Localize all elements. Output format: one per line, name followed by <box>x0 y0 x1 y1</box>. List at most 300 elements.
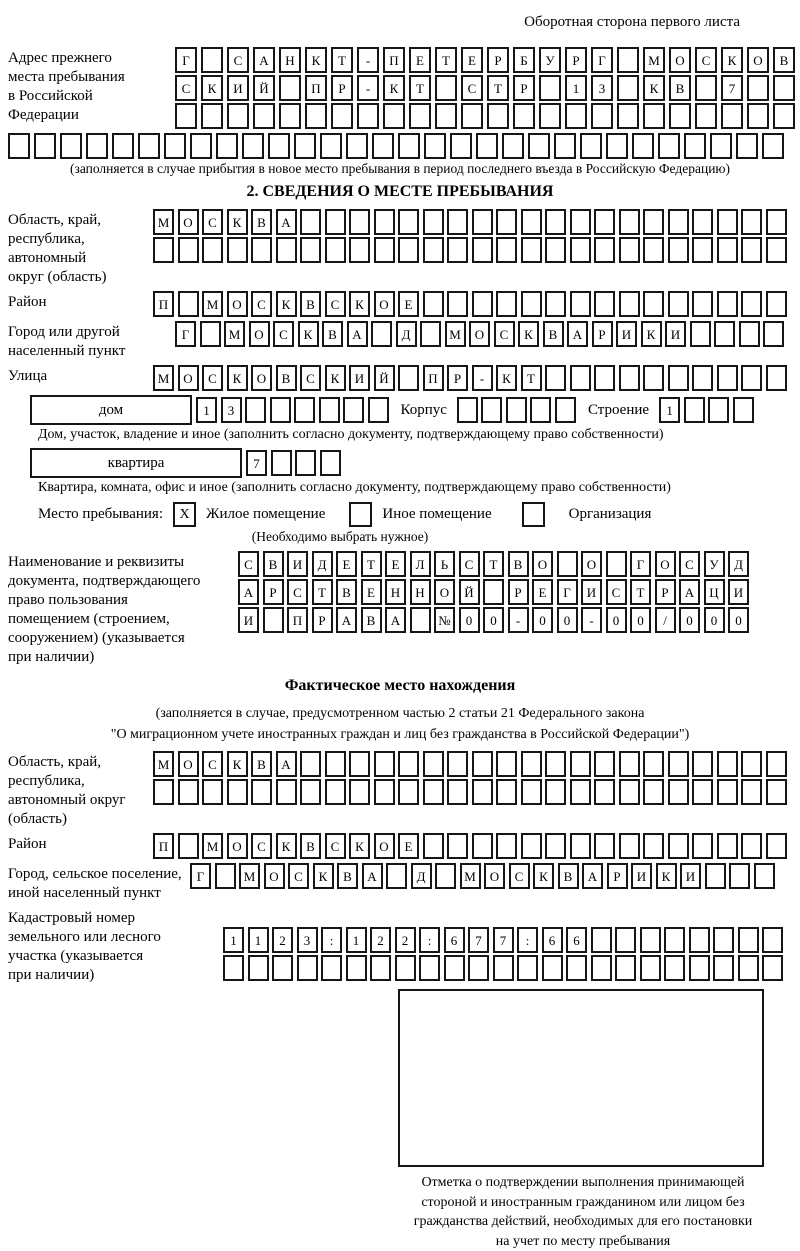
char-cell[interactable]: П <box>305 75 327 101</box>
char-cell[interactable] <box>272 955 293 981</box>
char-cell[interactable]: Й <box>374 365 395 391</box>
char-cell[interactable]: К <box>276 291 297 317</box>
char-cell[interactable] <box>717 833 738 859</box>
char-cell[interactable]: О <box>581 551 602 577</box>
char-cell[interactable]: Е <box>336 551 357 577</box>
char-cell[interactable]: Т <box>483 551 504 577</box>
char-cell[interactable] <box>668 751 689 777</box>
char-cell[interactable] <box>717 779 738 805</box>
char-cell[interactable] <box>692 779 713 805</box>
char-cell[interactable]: К <box>518 321 539 347</box>
char-cell[interactable] <box>594 291 615 317</box>
char-cell[interactable] <box>668 291 689 317</box>
char-cell[interactable]: К <box>349 833 370 859</box>
char-cell[interactable] <box>591 927 612 953</box>
char-cell[interactable]: А <box>336 607 357 633</box>
char-cell[interactable]: К <box>305 47 327 73</box>
char-cell[interactable] <box>766 779 787 805</box>
char-cell[interactable]: С <box>679 551 700 577</box>
char-cell[interactable] <box>190 133 212 159</box>
char-cell[interactable] <box>617 47 639 73</box>
char-cell[interactable]: Р <box>565 47 587 73</box>
char-cell[interactable] <box>640 955 661 981</box>
char-cell[interactable] <box>766 833 787 859</box>
char-cell[interactable] <box>741 751 762 777</box>
char-cell[interactable]: 1 <box>248 927 269 953</box>
char-cell[interactable] <box>717 291 738 317</box>
char-cell[interactable] <box>539 75 561 101</box>
char-cell[interactable]: А <box>347 321 368 347</box>
char-cell[interactable] <box>773 75 795 101</box>
char-cell[interactable]: У <box>704 551 725 577</box>
char-cell[interactable] <box>270 397 291 423</box>
char-cell[interactable]: - <box>581 607 602 633</box>
char-cell[interactable] <box>747 75 769 101</box>
char-cell[interactable] <box>138 133 160 159</box>
char-cell[interactable] <box>409 103 431 129</box>
char-cell[interactable] <box>570 237 591 263</box>
char-cell[interactable] <box>279 103 301 129</box>
char-cell[interactable]: В <box>508 551 529 577</box>
char-cell[interactable] <box>420 321 441 347</box>
char-cell[interactable] <box>570 833 591 859</box>
char-cell[interactable]: С <box>251 291 272 317</box>
char-cell[interactable] <box>741 237 762 263</box>
char-cell[interactable] <box>279 75 301 101</box>
char-cell[interactable] <box>200 321 221 347</box>
char-cell[interactable] <box>713 927 734 953</box>
char-cell[interactable] <box>435 103 457 129</box>
char-cell[interactable] <box>606 133 628 159</box>
char-cell[interactable]: П <box>383 47 405 73</box>
char-cell[interactable]: И <box>238 607 259 633</box>
char-cell[interactable]: 6 <box>566 927 587 953</box>
char-cell[interactable] <box>521 779 542 805</box>
char-cell[interactable] <box>741 779 762 805</box>
char-cell[interactable]: Н <box>410 579 431 605</box>
char-cell[interactable]: А <box>679 579 700 605</box>
char-cell[interactable] <box>276 237 297 263</box>
char-cell[interactable]: В <box>300 291 321 317</box>
char-cell[interactable]: А <box>238 579 259 605</box>
char-cell[interactable] <box>640 927 661 953</box>
char-cell[interactable]: В <box>263 551 284 577</box>
char-cell[interactable] <box>521 833 542 859</box>
char-cell[interactable]: А <box>385 607 406 633</box>
char-cell[interactable] <box>201 47 223 73</box>
char-cell[interactable] <box>747 103 769 129</box>
char-cell[interactable]: 3 <box>591 75 613 101</box>
char-cell[interactable]: К <box>496 365 517 391</box>
char-cell[interactable]: А <box>276 751 297 777</box>
char-cell[interactable]: 0 <box>557 607 578 633</box>
char-cell[interactable] <box>398 779 419 805</box>
char-cell[interactable] <box>419 955 440 981</box>
char-cell[interactable] <box>8 133 30 159</box>
char-cell[interactable] <box>60 133 82 159</box>
char-cell[interactable] <box>496 209 517 235</box>
char-cell[interactable] <box>705 863 726 889</box>
char-cell[interactable] <box>643 779 664 805</box>
char-cell[interactable] <box>223 955 244 981</box>
char-cell[interactable] <box>594 779 615 805</box>
char-cell[interactable]: 7 <box>246 450 267 476</box>
char-cell[interactable] <box>643 365 664 391</box>
checkbox-residential[interactable]: X <box>173 502 196 527</box>
checkbox-organization[interactable] <box>522 502 545 527</box>
char-cell[interactable] <box>215 863 236 889</box>
char-cell[interactable] <box>153 237 174 263</box>
char-cell[interactable]: М <box>643 47 665 73</box>
char-cell[interactable] <box>570 751 591 777</box>
char-cell[interactable] <box>766 291 787 317</box>
char-cell[interactable]: - <box>472 365 493 391</box>
char-cell[interactable] <box>619 365 640 391</box>
char-cell[interactable] <box>643 103 665 129</box>
char-cell[interactable] <box>276 779 297 805</box>
char-cell[interactable] <box>692 291 713 317</box>
char-cell[interactable] <box>398 751 419 777</box>
char-cell[interactable] <box>729 863 750 889</box>
char-cell[interactable]: 1 <box>196 397 217 423</box>
char-cell[interactable] <box>300 237 321 263</box>
char-cell[interactable]: О <box>178 365 199 391</box>
char-cell[interactable]: Р <box>331 75 353 101</box>
char-cell[interactable] <box>178 779 199 805</box>
char-cell[interactable] <box>371 321 392 347</box>
char-cell[interactable] <box>178 237 199 263</box>
char-cell[interactable]: К <box>325 365 346 391</box>
char-cell[interactable] <box>447 833 468 859</box>
char-cell[interactable] <box>530 397 551 423</box>
char-cell[interactable]: Р <box>263 579 284 605</box>
house-type-box[interactable]: дом <box>30 395 192 425</box>
char-cell[interactable] <box>476 133 498 159</box>
char-cell[interactable] <box>461 103 483 129</box>
char-cell[interactable] <box>738 927 759 953</box>
char-cell[interactable]: М <box>224 321 245 347</box>
char-cell[interactable]: С <box>238 551 259 577</box>
char-cell[interactable]: 1 <box>659 397 680 423</box>
char-cell[interactable] <box>331 103 353 129</box>
char-cell[interactable] <box>398 237 419 263</box>
char-cell[interactable] <box>738 955 759 981</box>
char-cell[interactable] <box>545 237 566 263</box>
apartment-type-box[interactable]: квартира <box>30 448 242 478</box>
char-cell[interactable]: Р <box>487 47 509 73</box>
char-cell[interactable]: Е <box>385 551 406 577</box>
char-cell[interactable] <box>619 779 640 805</box>
char-cell[interactable]: К <box>641 321 662 347</box>
char-cell[interactable] <box>668 237 689 263</box>
char-cell[interactable] <box>689 927 710 953</box>
char-cell[interactable]: 1 <box>223 927 244 953</box>
char-cell[interactable]: Г <box>557 579 578 605</box>
char-cell[interactable]: : <box>321 927 342 953</box>
char-cell[interactable]: И <box>287 551 308 577</box>
char-cell[interactable] <box>374 779 395 805</box>
char-cell[interactable] <box>619 237 640 263</box>
char-cell[interactable]: К <box>298 321 319 347</box>
char-cell[interactable] <box>325 237 346 263</box>
char-cell[interactable] <box>739 321 760 347</box>
char-cell[interactable]: С <box>227 47 249 73</box>
char-cell[interactable] <box>300 779 321 805</box>
char-cell[interactable] <box>570 291 591 317</box>
char-cell[interactable]: А <box>582 863 603 889</box>
char-cell[interactable] <box>692 209 713 235</box>
checkbox-other-premises[interactable] <box>349 502 372 527</box>
char-cell[interactable] <box>447 779 468 805</box>
char-cell[interactable]: / <box>655 607 676 633</box>
char-cell[interactable] <box>444 955 465 981</box>
char-cell[interactable]: К <box>201 75 223 101</box>
char-cell[interactable] <box>383 103 405 129</box>
char-cell[interactable] <box>398 133 420 159</box>
char-cell[interactable]: А <box>567 321 588 347</box>
char-cell[interactable]: 1 <box>346 927 367 953</box>
char-cell[interactable] <box>615 927 636 953</box>
char-cell[interactable] <box>216 133 238 159</box>
char-cell[interactable]: Д <box>728 551 749 577</box>
char-cell[interactable]: 2 <box>370 927 391 953</box>
char-cell[interactable] <box>710 133 732 159</box>
char-cell[interactable]: О <box>669 47 691 73</box>
char-cell[interactable] <box>496 237 517 263</box>
char-cell[interactable] <box>178 291 199 317</box>
char-cell[interactable] <box>349 779 370 805</box>
char-cell[interactable]: М <box>445 321 466 347</box>
char-cell[interactable] <box>555 397 576 423</box>
char-cell[interactable] <box>435 863 456 889</box>
char-cell[interactable] <box>395 955 416 981</box>
char-cell[interactable]: О <box>532 551 553 577</box>
char-cell[interactable] <box>643 237 664 263</box>
char-cell[interactable] <box>268 133 290 159</box>
char-cell[interactable]: С <box>325 291 346 317</box>
char-cell[interactable] <box>374 209 395 235</box>
char-cell[interactable] <box>766 209 787 235</box>
char-cell[interactable] <box>545 365 566 391</box>
char-cell[interactable] <box>692 237 713 263</box>
char-cell[interactable]: К <box>313 863 334 889</box>
char-cell[interactable]: О <box>178 751 199 777</box>
char-cell[interactable] <box>741 209 762 235</box>
char-cell[interactable] <box>741 833 762 859</box>
char-cell[interactable]: И <box>616 321 637 347</box>
char-cell[interactable] <box>447 237 468 263</box>
char-cell[interactable]: В <box>669 75 691 101</box>
char-cell[interactable] <box>357 103 379 129</box>
char-cell[interactable]: Е <box>532 579 553 605</box>
char-cell[interactable] <box>424 133 446 159</box>
char-cell[interactable]: А <box>362 863 383 889</box>
char-cell[interactable]: В <box>543 321 564 347</box>
char-cell[interactable] <box>763 321 784 347</box>
char-cell[interactable] <box>545 751 566 777</box>
char-cell[interactable]: : <box>517 927 538 953</box>
char-cell[interactable] <box>86 133 108 159</box>
char-cell[interactable]: Т <box>521 365 542 391</box>
char-cell[interactable] <box>643 751 664 777</box>
char-cell[interactable] <box>643 833 664 859</box>
char-cell[interactable]: Т <box>312 579 333 605</box>
char-cell[interactable] <box>175 103 197 129</box>
char-cell[interactable] <box>591 955 612 981</box>
char-cell[interactable]: 0 <box>483 607 504 633</box>
char-cell[interactable]: Т <box>435 47 457 73</box>
char-cell[interactable] <box>251 779 272 805</box>
char-cell[interactable]: 1 <box>565 75 587 101</box>
char-cell[interactable] <box>565 103 587 129</box>
char-cell[interactable] <box>721 103 743 129</box>
char-cell[interactable] <box>615 955 636 981</box>
char-cell[interactable]: Р <box>592 321 613 347</box>
char-cell[interactable] <box>305 103 327 129</box>
char-cell[interactable] <box>539 103 561 129</box>
char-cell[interactable]: 6 <box>542 927 563 953</box>
char-cell[interactable] <box>472 833 493 859</box>
char-cell[interactable] <box>591 103 613 129</box>
char-cell[interactable] <box>594 365 615 391</box>
char-cell[interactable] <box>374 751 395 777</box>
char-cell[interactable] <box>472 779 493 805</box>
char-cell[interactable] <box>227 237 248 263</box>
char-cell[interactable] <box>320 450 341 476</box>
char-cell[interactable] <box>423 833 444 859</box>
char-cell[interactable]: М <box>153 365 174 391</box>
char-cell[interactable] <box>450 133 472 159</box>
char-cell[interactable]: Й <box>253 75 275 101</box>
char-cell[interactable] <box>684 397 705 423</box>
char-cell[interactable]: И <box>631 863 652 889</box>
char-cell[interactable]: И <box>227 75 249 101</box>
char-cell[interactable] <box>717 751 738 777</box>
char-cell[interactable]: В <box>558 863 579 889</box>
char-cell[interactable]: Ь <box>434 551 455 577</box>
char-cell[interactable] <box>692 751 713 777</box>
char-cell[interactable] <box>570 779 591 805</box>
char-cell[interactable]: У <box>539 47 561 73</box>
char-cell[interactable]: С <box>251 833 272 859</box>
char-cell[interactable] <box>632 133 654 159</box>
char-cell[interactable] <box>493 955 514 981</box>
char-cell[interactable] <box>487 103 509 129</box>
char-cell[interactable] <box>227 779 248 805</box>
char-cell[interactable]: О <box>747 47 769 73</box>
char-cell[interactable] <box>343 397 364 423</box>
char-cell[interactable] <box>370 955 391 981</box>
char-cell[interactable] <box>447 291 468 317</box>
char-cell[interactable]: О <box>484 863 505 889</box>
char-cell[interactable] <box>319 397 340 423</box>
char-cell[interactable]: Е <box>461 47 483 73</box>
char-cell[interactable]: И <box>349 365 370 391</box>
char-cell[interactable] <box>708 397 729 423</box>
char-cell[interactable] <box>542 955 563 981</box>
char-cell[interactable] <box>619 291 640 317</box>
char-cell[interactable] <box>684 133 706 159</box>
char-cell[interactable]: Г <box>591 47 613 73</box>
char-cell[interactable]: Г <box>630 551 651 577</box>
char-cell[interactable]: Й <box>459 579 480 605</box>
char-cell[interactable] <box>263 607 284 633</box>
char-cell[interactable]: 3 <box>221 397 242 423</box>
char-cell[interactable] <box>423 779 444 805</box>
char-cell[interactable]: О <box>264 863 285 889</box>
char-cell[interactable] <box>689 955 710 981</box>
char-cell[interactable] <box>349 237 370 263</box>
char-cell[interactable] <box>251 237 272 263</box>
char-cell[interactable]: С <box>509 863 530 889</box>
char-cell[interactable] <box>762 955 783 981</box>
char-cell[interactable]: К <box>643 75 665 101</box>
char-cell[interactable]: С <box>273 321 294 347</box>
char-cell[interactable]: Г <box>175 321 196 347</box>
char-cell[interactable]: Н <box>385 579 406 605</box>
char-cell[interactable] <box>741 365 762 391</box>
char-cell[interactable]: : <box>419 927 440 953</box>
char-cell[interactable]: Р <box>513 75 535 101</box>
char-cell[interactable]: 6 <box>444 927 465 953</box>
char-cell[interactable] <box>545 209 566 235</box>
char-cell[interactable] <box>717 365 738 391</box>
char-cell[interactable]: С <box>461 75 483 101</box>
char-cell[interactable]: К <box>227 209 248 235</box>
char-cell[interactable]: В <box>336 579 357 605</box>
char-cell[interactable] <box>668 833 689 859</box>
char-cell[interactable]: П <box>287 607 308 633</box>
char-cell[interactable] <box>457 397 478 423</box>
char-cell[interactable] <box>521 209 542 235</box>
char-cell[interactable] <box>242 133 264 159</box>
char-cell[interactable] <box>164 133 186 159</box>
char-cell[interactable] <box>300 751 321 777</box>
char-cell[interactable]: И <box>581 579 602 605</box>
char-cell[interactable] <box>545 291 566 317</box>
char-cell[interactable] <box>513 103 535 129</box>
char-cell[interactable] <box>248 955 269 981</box>
char-cell[interactable] <box>297 955 318 981</box>
char-cell[interactable]: М <box>202 291 223 317</box>
char-cell[interactable]: 0 <box>704 607 725 633</box>
char-cell[interactable]: С <box>695 47 717 73</box>
char-cell[interactable] <box>717 237 738 263</box>
char-cell[interactable] <box>619 751 640 777</box>
char-cell[interactable]: О <box>655 551 676 577</box>
char-cell[interactable]: Г <box>190 863 211 889</box>
char-cell[interactable] <box>472 237 493 263</box>
char-cell[interactable] <box>346 133 368 159</box>
char-cell[interactable] <box>368 397 389 423</box>
char-cell[interactable] <box>664 955 685 981</box>
char-cell[interactable]: В <box>773 47 795 73</box>
char-cell[interactable]: 7 <box>468 927 489 953</box>
char-cell[interactable]: Р <box>655 579 676 605</box>
char-cell[interactable] <box>423 209 444 235</box>
char-cell[interactable]: О <box>178 209 199 235</box>
char-cell[interactable] <box>423 291 444 317</box>
char-cell[interactable] <box>112 133 134 159</box>
char-cell[interactable]: 0 <box>606 607 627 633</box>
char-cell[interactable]: С <box>287 579 308 605</box>
char-cell[interactable]: - <box>357 75 379 101</box>
char-cell[interactable] <box>349 209 370 235</box>
char-cell[interactable]: 0 <box>459 607 480 633</box>
char-cell[interactable] <box>695 75 717 101</box>
char-cell[interactable] <box>668 779 689 805</box>
char-cell[interactable]: С <box>300 365 321 391</box>
